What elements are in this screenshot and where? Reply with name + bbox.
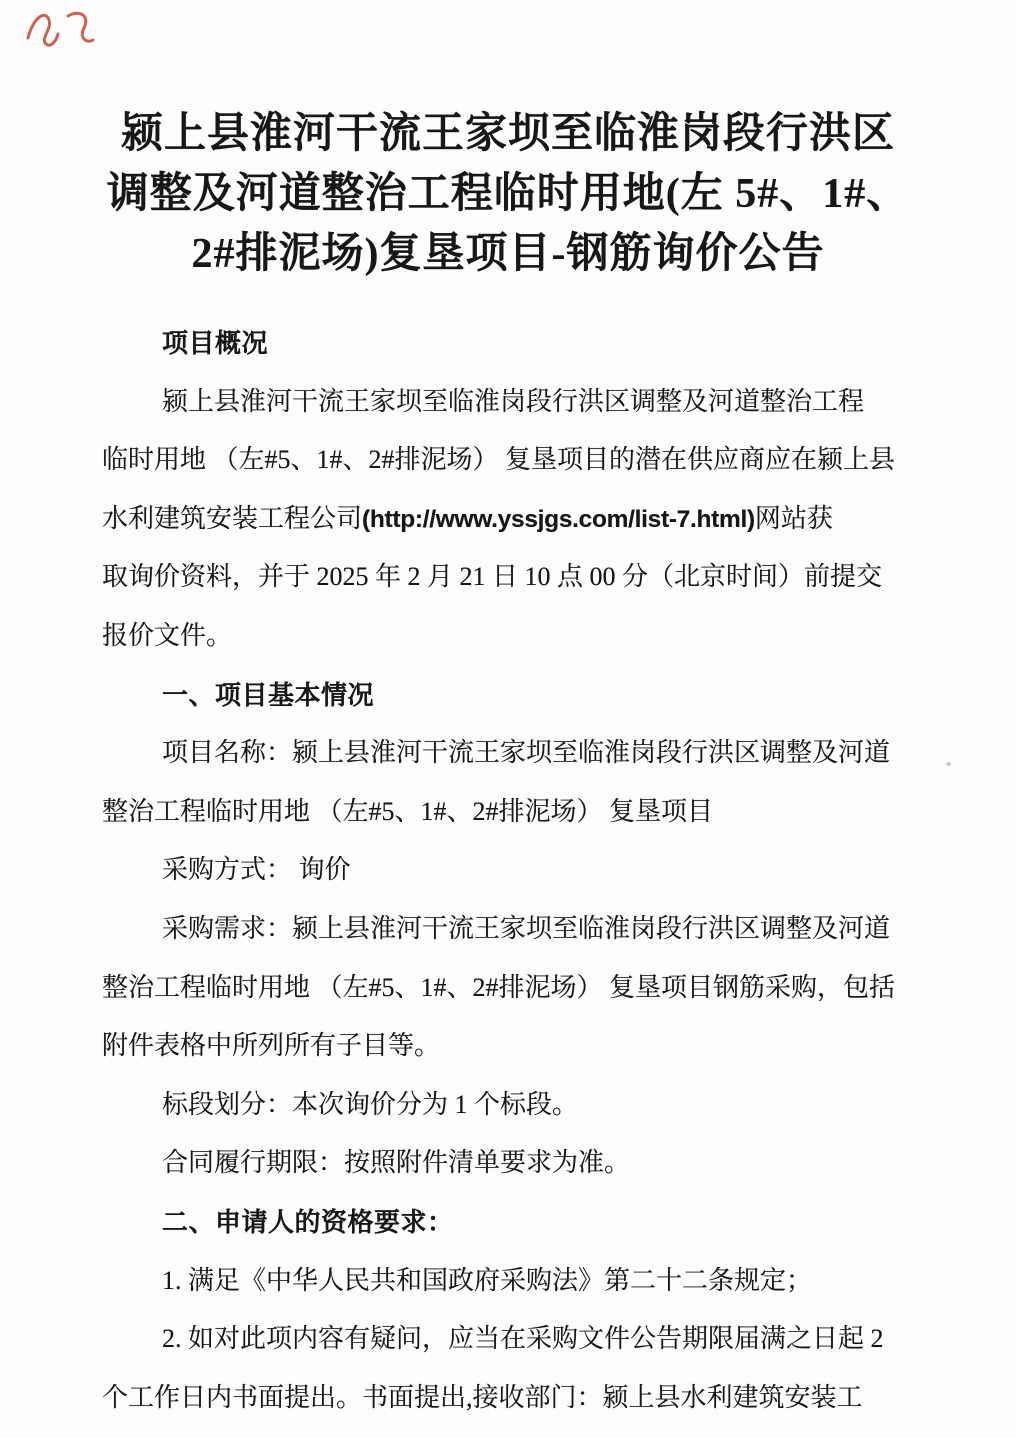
body-line: 个工作日内书面提出。书面提出,接收部门：颍上县水利建筑安装工 — [102, 1382, 863, 1412]
body-line: 1. 满足《中华人民共和国政府采购法》第二十二条规定； — [162, 1265, 813, 1295]
body-line: 标段划分：本次询价分为 1 个标段。 — [162, 1089, 579, 1119]
body-line: 2. 如对此项内容有疑问，应当在采购文件公告期限届满之日起 2 — [162, 1324, 884, 1354]
body-line: 水利建筑安装工程公司(http://www.yssjgs.com/list-7.html)网站获 — [102, 503, 833, 533]
red-pen-mark — [20, 4, 98, 56]
body-line: 整治工程临时用地 （左#5、1#、2#排泥场） 复垦项目钢筋采购，包括 — [102, 972, 896, 1002]
heading-line: 项目概况 — [162, 328, 269, 358]
document-body — [102, 314, 908, 1427]
document-title-line: 调整及河道整治工程临时用地(左 5#、1#、 — [106, 171, 910, 217]
body-line: 报价文件。 — [102, 620, 233, 650]
body-line: 采购方式： 询价 — [162, 855, 351, 885]
document-title-line: 2#排泥场)复垦项目-钢筋询价公告 — [191, 231, 825, 277]
body-line: 临时用地 （左#5、1#、2#排泥场） 复垦项目的潜在供应商应在颍上县 — [102, 445, 896, 475]
body-line: 采购需求：颍上县淮河干流王家坝至临淮岗段行洪区调整及河道 — [162, 913, 891, 943]
body-line: 附件表格中所列所有子目等。 — [102, 1031, 441, 1061]
url-text: (http://www.yssjgs.com/list-7.html) — [362, 505, 755, 533]
body-line: 取询价资料，并于 2025 年 2 月 21 日 10 点 00 分（北京时间）前提交 — [102, 562, 883, 592]
document-title-line: 颍上县淮河干流王家坝至临淮岗段行洪区 — [120, 111, 895, 157]
heading-line: 二、申请人的资格要求： — [162, 1206, 454, 1237]
heading-line: 一、项目基本情况 — [162, 679, 375, 710]
document-title — [0, 104, 1016, 284]
scan-speck — [946, 762, 951, 766]
body-line: 整治工程临时用地 （左#5、1#、2#排泥场） 复垦项目 — [102, 796, 714, 826]
body-line: 颍上县淮河干流王家坝至临淮岗段行洪区调整及河道整治工程 — [162, 386, 865, 416]
body-line: 合同履行期限：按照附件清单要求为准。 — [162, 1148, 631, 1178]
body-line: 项目名称：颍上县淮河干流王家坝至临淮岗段行洪区调整及河道 — [162, 738, 891, 768]
